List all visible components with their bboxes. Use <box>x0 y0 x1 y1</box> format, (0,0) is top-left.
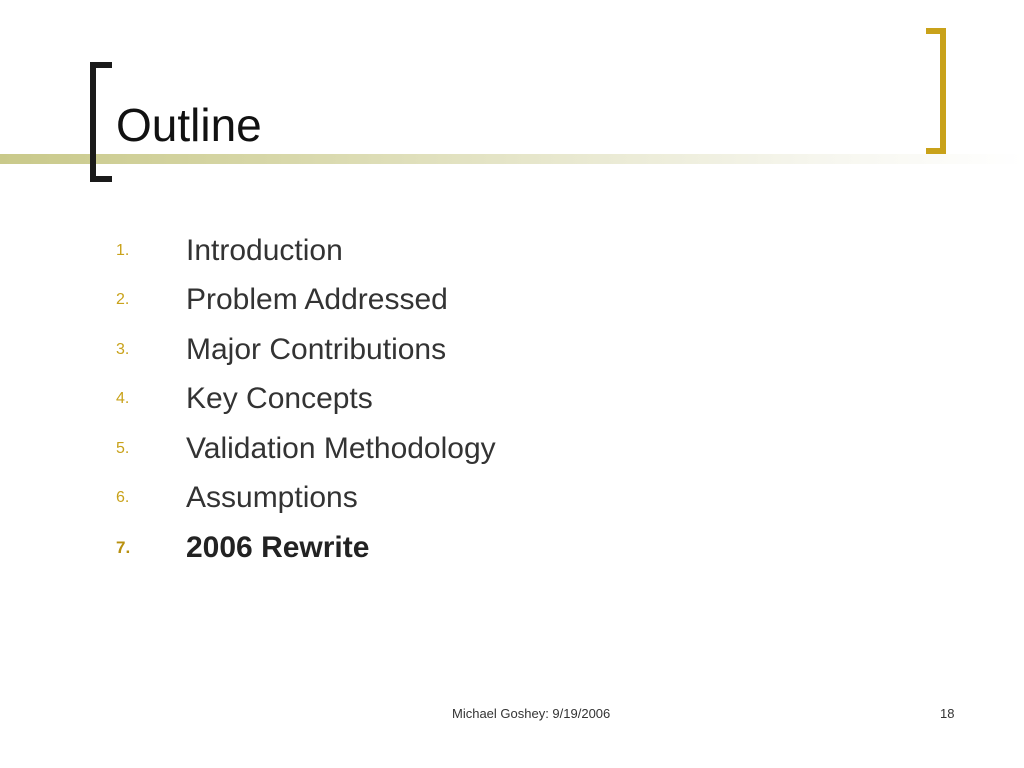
slide-title: Outline <box>116 99 262 151</box>
outline-item <box>116 474 496 524</box>
outline-item <box>116 375 496 425</box>
outline-item-label: Introduction <box>186 233 343 267</box>
outline-item-label: Assumptions <box>186 481 358 515</box>
outline-item-label: Validation Methodology <box>186 431 496 465</box>
outline-item-number: 3. <box>116 340 130 358</box>
outline-item-current <box>116 523 496 573</box>
outline-item-number: 6. <box>116 489 130 507</box>
outline-list <box>116 226 496 573</box>
outline-item-number: 2. <box>116 291 130 309</box>
outline-item-number: 7. <box>116 537 131 557</box>
outline-item-label: 2006 Rewrite <box>186 530 370 564</box>
outline-item-label: Problem Addressed <box>186 283 448 317</box>
right-bracket-decoration <box>926 28 946 154</box>
outline-item <box>116 226 496 276</box>
outline-item <box>116 276 496 326</box>
outline-item <box>116 424 496 474</box>
footer-author-date: Michael Goshey: 9/19/2006 <box>452 706 611 721</box>
outline-item-label: Major Contributions <box>186 332 447 366</box>
left-bracket-decoration <box>90 62 112 182</box>
outline-item-number: 5. <box>116 439 130 457</box>
outline-item-number: 4. <box>116 390 130 408</box>
page-number: 18 <box>940 706 955 721</box>
outline-item-number: 1. <box>116 241 130 259</box>
title-rule <box>0 154 1024 164</box>
outline-item-label: Key Concepts <box>186 382 373 416</box>
outline-item <box>116 325 496 375</box>
